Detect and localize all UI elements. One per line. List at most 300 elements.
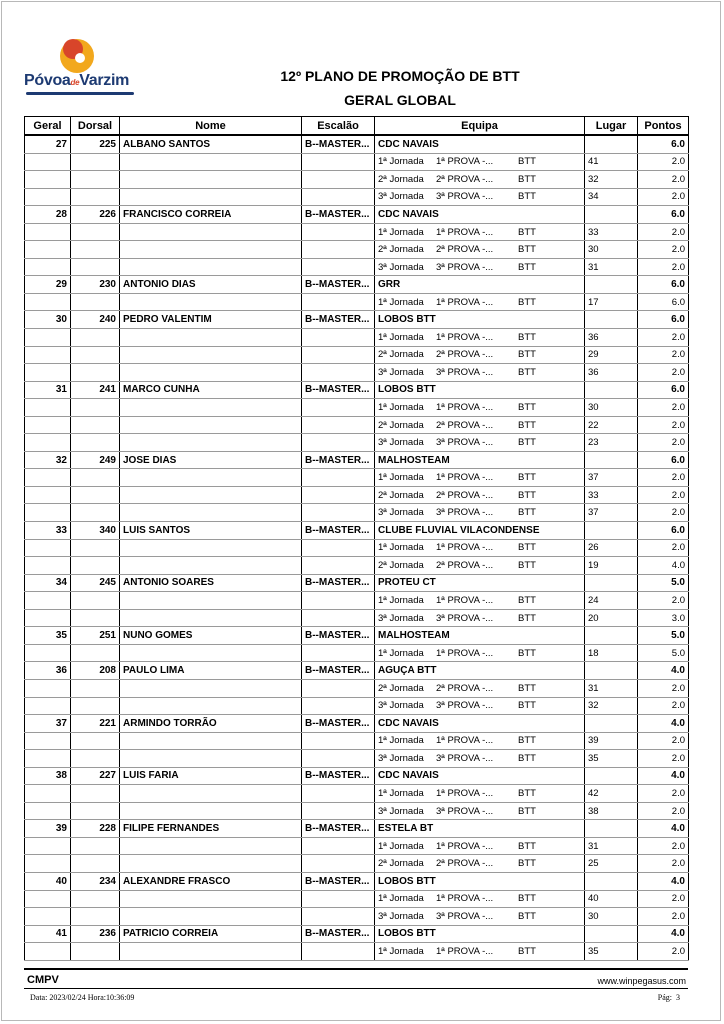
- cell-lugar: 32: [585, 171, 638, 189]
- cell-lugar-empty: [585, 206, 638, 224]
- cell-dorsal: 251: [71, 627, 120, 645]
- cell-escalao: B--MASTER...: [302, 451, 375, 469]
- cell-empty: [25, 241, 71, 259]
- cell-geral: 40: [25, 872, 71, 890]
- cell-race-pontos: 2.0: [638, 890, 689, 908]
- cell-empty: [120, 399, 302, 417]
- race-jornada: 3ª Jornada: [378, 366, 424, 378]
- cell-geral: 27: [25, 135, 71, 153]
- cell-equipa: ESTELA BT: [375, 820, 585, 838]
- race-type: BTT: [518, 472, 536, 484]
- cell-empty: [71, 750, 120, 768]
- cell-empty: [302, 697, 375, 715]
- cell-geral: 39: [25, 820, 71, 838]
- race-row: [25, 609, 689, 627]
- table-row: [25, 311, 689, 329]
- cell-dorsal: 221: [71, 715, 120, 733]
- cell-lugar: 31: [585, 258, 638, 276]
- cell-geral: 31: [25, 381, 71, 399]
- cell-empty: [302, 890, 375, 908]
- cell-lugar-empty: [585, 767, 638, 785]
- race-type: BTT: [518, 366, 536, 378]
- cell-empty: [71, 943, 120, 961]
- cell-nome: LUIS FARIA: [120, 767, 302, 785]
- cell-race-info: [375, 697, 585, 715]
- cell-empty: [25, 171, 71, 189]
- cell-empty: [71, 644, 120, 662]
- cell-pontos: 4.0: [638, 925, 689, 943]
- cell-empty: [25, 399, 71, 417]
- cell-geral: 34: [25, 574, 71, 592]
- race-prova: 3ª PROVA -...: [436, 805, 494, 817]
- table-row: [25, 925, 689, 943]
- cell-lugar: 30: [585, 908, 638, 926]
- cell-empty: [120, 258, 302, 276]
- cell-empty: [71, 908, 120, 926]
- cell-escalao: B--MASTER...: [302, 662, 375, 680]
- cell-empty: [302, 258, 375, 276]
- cell-escalao: B--MASTER...: [302, 206, 375, 224]
- race-type: BTT: [518, 700, 536, 712]
- race-jornada: 1ª Jornada: [378, 893, 424, 905]
- cell-race-info: [375, 293, 585, 311]
- cell-race-pontos: 2.0: [638, 153, 689, 171]
- cell-race-pontos: 2.0: [638, 416, 689, 434]
- footer-page: Pág: 3: [657, 993, 680, 1002]
- cell-empty: [71, 241, 120, 259]
- cell-empty: [302, 241, 375, 259]
- cell-lugar-empty: [585, 715, 638, 733]
- cell-empty: [25, 697, 71, 715]
- cell-empty: [25, 750, 71, 768]
- race-prova: 3ª PROVA -...: [436, 261, 494, 273]
- logo-text: PóvoadeVarzim: [24, 72, 130, 89]
- povoa-de-varzim-logo: [24, 34, 136, 100]
- race-jornada: 3ª Jornada: [378, 261, 424, 273]
- cell-empty: [120, 416, 302, 434]
- race-jornada: 2ª Jornada: [378, 489, 424, 501]
- cell-empty: [25, 539, 71, 557]
- cell-empty: [302, 346, 375, 364]
- race-type: BTT: [518, 489, 536, 501]
- cell-race-info: [375, 890, 585, 908]
- cell-lugar: 42: [585, 785, 638, 803]
- cell-empty: [302, 434, 375, 452]
- table-row: [25, 767, 689, 785]
- cell-race-info: [375, 469, 585, 487]
- cell-empty: [71, 364, 120, 382]
- race-jornada: 1ª Jornada: [378, 156, 424, 168]
- race-jornada: 1ª Jornada: [378, 331, 424, 343]
- cell-empty: [25, 557, 71, 575]
- cell-pontos: 4.0: [638, 820, 689, 838]
- cell-lugar: 19: [585, 557, 638, 575]
- cell-escalao: B--MASTER...: [302, 574, 375, 592]
- cell-empty: [302, 469, 375, 487]
- cell-race-pontos: 2.0: [638, 679, 689, 697]
- race-type: BTT: [518, 682, 536, 694]
- race-row: [25, 785, 689, 803]
- cell-dorsal: 340: [71, 522, 120, 540]
- cell-empty: [25, 434, 71, 452]
- race-row: [25, 241, 689, 259]
- race-prova: 1ª PROVA -...: [436, 226, 494, 238]
- cell-race-info: [375, 539, 585, 557]
- race-prova: 1ª PROVA -...: [436, 542, 494, 554]
- cell-lugar: 34: [585, 188, 638, 206]
- race-type: BTT: [518, 559, 536, 571]
- race-jornada: 1ª Jornada: [378, 735, 424, 747]
- cell-nome: PEDRO VALENTIM: [120, 311, 302, 329]
- cell-empty: [71, 679, 120, 697]
- cell-escalao: B--MASTER...: [302, 381, 375, 399]
- cell-race-pontos: 2.0: [638, 855, 689, 873]
- cell-empty: [71, 592, 120, 610]
- cell-lugar: 23: [585, 434, 638, 452]
- race-row: [25, 434, 689, 452]
- cell-lugar: 22: [585, 416, 638, 434]
- race-jornada: 1ª Jornada: [378, 542, 424, 554]
- cell-race-pontos: 5.0: [638, 644, 689, 662]
- cell-empty: [71, 802, 120, 820]
- cell-equipa: LOBOS BTT: [375, 311, 585, 329]
- cell-empty: [120, 890, 302, 908]
- race-row: [25, 679, 689, 697]
- col-geral: Geral: [25, 117, 71, 136]
- cell-empty: [25, 855, 71, 873]
- cell-race-info: [375, 785, 585, 803]
- cell-empty: [120, 943, 302, 961]
- table-row: [25, 206, 689, 224]
- col-equipa: Equipa: [375, 117, 585, 136]
- cell-empty: [71, 293, 120, 311]
- cell-race-pontos: 6.0: [638, 293, 689, 311]
- cell-race-pontos: 2.0: [638, 346, 689, 364]
- race-prova: 3ª PROVA -...: [436, 752, 494, 764]
- race-row: [25, 855, 689, 873]
- cell-lugar: 36: [585, 364, 638, 382]
- cell-nome: PAULO LIMA: [120, 662, 302, 680]
- cell-pontos: 6.0: [638, 276, 689, 294]
- cell-race-info: [375, 679, 585, 697]
- cell-empty: [302, 609, 375, 627]
- cell-empty: [302, 171, 375, 189]
- cell-empty: [71, 434, 120, 452]
- cell-nome: ALEXANDRE FRASCO: [120, 872, 302, 890]
- race-jornada: 2ª Jornada: [378, 419, 424, 431]
- race-type: BTT: [518, 910, 536, 922]
- cell-equipa: GRR: [375, 276, 585, 294]
- cell-empty: [25, 504, 71, 522]
- cell-dorsal: 228: [71, 820, 120, 838]
- cell-geral: 41: [25, 925, 71, 943]
- cell-nome: ANTONIO DIAS: [120, 276, 302, 294]
- race-type: BTT: [518, 647, 536, 659]
- cell-equipa: LOBOS BTT: [375, 381, 585, 399]
- race-jornada: 1ª Jornada: [378, 594, 424, 606]
- cell-empty: [25, 486, 71, 504]
- cell-empty: [25, 592, 71, 610]
- cell-empty: [120, 785, 302, 803]
- cell-equipa: MALHOSTEAM: [375, 451, 585, 469]
- race-row: [25, 644, 689, 662]
- cell-pontos: 5.0: [638, 627, 689, 645]
- cell-lugar: 33: [585, 223, 638, 241]
- race-type: BTT: [518, 594, 536, 606]
- cell-race-pontos: 2.0: [638, 504, 689, 522]
- col-dorsal: Dorsal: [71, 117, 120, 136]
- race-row: [25, 697, 689, 715]
- cell-empty: [25, 890, 71, 908]
- cell-equipa: CLUBE FLUVIAL VILACONDENSE: [375, 522, 585, 540]
- race-prova: 2ª PROVA -...: [436, 559, 494, 571]
- cell-empty: [25, 346, 71, 364]
- cell-race-pontos: 2.0: [638, 697, 689, 715]
- cell-empty: [25, 679, 71, 697]
- race-type: BTT: [518, 191, 536, 203]
- cell-dorsal: 227: [71, 767, 120, 785]
- cell-race-info: [375, 855, 585, 873]
- table-row: [25, 276, 689, 294]
- table-row: [25, 820, 689, 838]
- cell-empty: [25, 837, 71, 855]
- col-escalao: Escalão: [302, 117, 375, 136]
- cell-race-pontos: 2.0: [638, 399, 689, 417]
- cell-race-info: [375, 750, 585, 768]
- cell-empty: [25, 329, 71, 347]
- race-prova: 3ª PROVA -...: [436, 191, 494, 203]
- cell-race-info: [375, 943, 585, 961]
- cell-escalao: B--MASTER...: [302, 925, 375, 943]
- cell-pontos: 6.0: [638, 451, 689, 469]
- col-lugar: Lugar: [585, 117, 638, 136]
- race-row: [25, 750, 689, 768]
- cell-race-info: [375, 399, 585, 417]
- race-row: [25, 890, 689, 908]
- race-type: BTT: [518, 893, 536, 905]
- cell-escalao: B--MASTER...: [302, 872, 375, 890]
- race-row: [25, 486, 689, 504]
- footer-date: Data: 2023/02/24 Hora:10:36:09: [30, 993, 135, 1002]
- race-row: [25, 469, 689, 487]
- race-type: BTT: [518, 419, 536, 431]
- cell-escalao: B--MASTER...: [302, 820, 375, 838]
- cell-race-pontos: 2.0: [638, 486, 689, 504]
- cell-empty: [120, 908, 302, 926]
- cell-race-info: [375, 908, 585, 926]
- race-type: BTT: [518, 945, 536, 957]
- logo-underline: [26, 92, 134, 95]
- cell-empty: [302, 539, 375, 557]
- cell-pontos: 4.0: [638, 662, 689, 680]
- cell-empty: [25, 469, 71, 487]
- race-jornada: 3ª Jornada: [378, 752, 424, 764]
- race-row: [25, 539, 689, 557]
- cell-empty: [120, 750, 302, 768]
- cell-empty: [120, 346, 302, 364]
- cell-empty: [25, 908, 71, 926]
- table-row: [25, 451, 689, 469]
- race-type: BTT: [518, 788, 536, 799]
- cell-race-info: [375, 241, 585, 259]
- cell-race-info: [375, 609, 585, 627]
- race-type: BTT: [518, 840, 536, 852]
- race-jornada: 3ª Jornada: [378, 437, 424, 449]
- cell-race-pontos: 2.0: [638, 469, 689, 487]
- table-row: [25, 381, 689, 399]
- race-row: [25, 329, 689, 347]
- cell-empty: [120, 697, 302, 715]
- cell-race-info: [375, 644, 585, 662]
- race-prova: 2ª PROVA -...: [436, 682, 494, 694]
- cell-equipa: PROTEU CT: [375, 574, 585, 592]
- cell-empty: [25, 802, 71, 820]
- cell-empty: [71, 855, 120, 873]
- race-type: BTT: [518, 244, 536, 256]
- cell-lugar-empty: [585, 627, 638, 645]
- race-jornada: 1ª Jornada: [378, 226, 424, 238]
- race-prova: 1ª PROVA -...: [436, 840, 494, 852]
- race-prova: 1ª PROVA -...: [436, 331, 494, 343]
- cell-empty: [71, 171, 120, 189]
- cell-empty: [71, 486, 120, 504]
- cell-race-info: [375, 434, 585, 452]
- race-prova: 1ª PROVA -...: [436, 156, 494, 168]
- cell-lugar: 33: [585, 486, 638, 504]
- race-row: [25, 943, 689, 961]
- cell-empty: [120, 364, 302, 382]
- cell-equipa: MALHOSTEAM: [375, 627, 585, 645]
- cell-empty: [71, 329, 120, 347]
- race-row: [25, 399, 689, 417]
- cell-empty: [120, 732, 302, 750]
- cell-empty: [302, 188, 375, 206]
- race-row: [25, 223, 689, 241]
- cell-empty: [71, 732, 120, 750]
- cell-empty: [120, 679, 302, 697]
- cell-lugar: 37: [585, 504, 638, 522]
- race-prova: 1ª PROVA -...: [436, 472, 494, 484]
- cell-geral: 33: [25, 522, 71, 540]
- cell-geral: 29: [25, 276, 71, 294]
- cell-empty: [302, 679, 375, 697]
- cell-geral: 30: [25, 311, 71, 329]
- cell-lugar-empty: [585, 662, 638, 680]
- cell-nome: FILIPE FERNANDES: [120, 820, 302, 838]
- race-row: [25, 504, 689, 522]
- cell-empty: [71, 399, 120, 417]
- race-jornada: 1ª Jornada: [378, 788, 424, 799]
- cell-equipa: CDC NAVAIS: [375, 767, 585, 785]
- cell-pontos: 5.0: [638, 574, 689, 592]
- cell-dorsal: 234: [71, 872, 120, 890]
- cell-pontos: 6.0: [638, 522, 689, 540]
- sun-logo-icon: [52, 34, 102, 74]
- race-jornada: 2ª Jornada: [378, 349, 424, 361]
- cell-lugar: 25: [585, 855, 638, 873]
- cell-race-info: [375, 258, 585, 276]
- race-jornada: 2ª Jornada: [378, 244, 424, 256]
- race-type: BTT: [518, 331, 536, 343]
- cell-race-pontos: 2.0: [638, 592, 689, 610]
- race-prova: 3ª PROVA -...: [436, 507, 494, 519]
- race-prova: 2ª PROVA -...: [436, 244, 494, 256]
- cell-lugar: 17: [585, 293, 638, 311]
- cell-race-info: [375, 188, 585, 206]
- cell-race-pontos: 2.0: [638, 223, 689, 241]
- cell-escalao: B--MASTER...: [302, 522, 375, 540]
- cell-empty: [120, 486, 302, 504]
- footer-website: www.winpegasus.com: [597, 976, 686, 986]
- cell-lugar: 39: [585, 732, 638, 750]
- cell-lugar-empty: [585, 872, 638, 890]
- race-prova: 2ª PROVA -...: [436, 349, 494, 361]
- cell-race-info: [375, 223, 585, 241]
- race-jornada: 2ª Jornada: [378, 173, 424, 185]
- race-prova: 3ª PROVA -...: [436, 612, 494, 624]
- footer-divider-thin: [24, 988, 688, 989]
- cell-empty: [302, 399, 375, 417]
- cell-race-info: [375, 416, 585, 434]
- cell-empty: [302, 223, 375, 241]
- table-header-row: [25, 117, 689, 136]
- cell-race-pontos: 2.0: [638, 943, 689, 961]
- cell-race-pontos: 2.0: [638, 241, 689, 259]
- cell-escalao: B--MASTER...: [302, 715, 375, 733]
- cell-race-pontos: 3.0: [638, 609, 689, 627]
- cell-empty: [25, 293, 71, 311]
- cell-empty: [120, 504, 302, 522]
- cell-race-info: [375, 557, 585, 575]
- race-prova: 2ª PROVA -...: [436, 419, 494, 431]
- race-prova: 1ª PROVA -...: [436, 296, 494, 308]
- cell-lugar: 20: [585, 609, 638, 627]
- cell-empty: [25, 416, 71, 434]
- cell-equipa: CDC NAVAIS: [375, 135, 585, 153]
- race-type: BTT: [518, 805, 536, 817]
- cell-dorsal: 208: [71, 662, 120, 680]
- cell-race-pontos: 2.0: [638, 908, 689, 926]
- race-type: BTT: [518, 612, 536, 624]
- cell-lugar: 32: [585, 697, 638, 715]
- cell-empty: [302, 153, 375, 171]
- cell-empty: [302, 837, 375, 855]
- cell-dorsal: 230: [71, 276, 120, 294]
- cell-lugar: 36: [585, 329, 638, 347]
- cell-empty: [302, 785, 375, 803]
- cell-race-pontos: 2.0: [638, 434, 689, 452]
- race-row: [25, 908, 689, 926]
- cell-empty: [302, 504, 375, 522]
- cell-empty: [120, 153, 302, 171]
- race-prova: 1ª PROVA -...: [436, 594, 494, 606]
- race-jornada: 1ª Jornada: [378, 401, 424, 413]
- cell-empty: [71, 188, 120, 206]
- cell-race-pontos: 2.0: [638, 785, 689, 803]
- cell-empty: [25, 644, 71, 662]
- cell-race-info: [375, 504, 585, 522]
- cell-empty: [302, 802, 375, 820]
- cell-empty: [120, 223, 302, 241]
- race-type: BTT: [518, 173, 536, 185]
- cell-equipa: CDC NAVAIS: [375, 715, 585, 733]
- cell-race-pontos: 2.0: [638, 837, 689, 855]
- cell-empty: [71, 890, 120, 908]
- cell-race-info: [375, 592, 585, 610]
- cell-empty: [120, 609, 302, 627]
- cell-empty: [302, 908, 375, 926]
- race-type: BTT: [518, 858, 536, 870]
